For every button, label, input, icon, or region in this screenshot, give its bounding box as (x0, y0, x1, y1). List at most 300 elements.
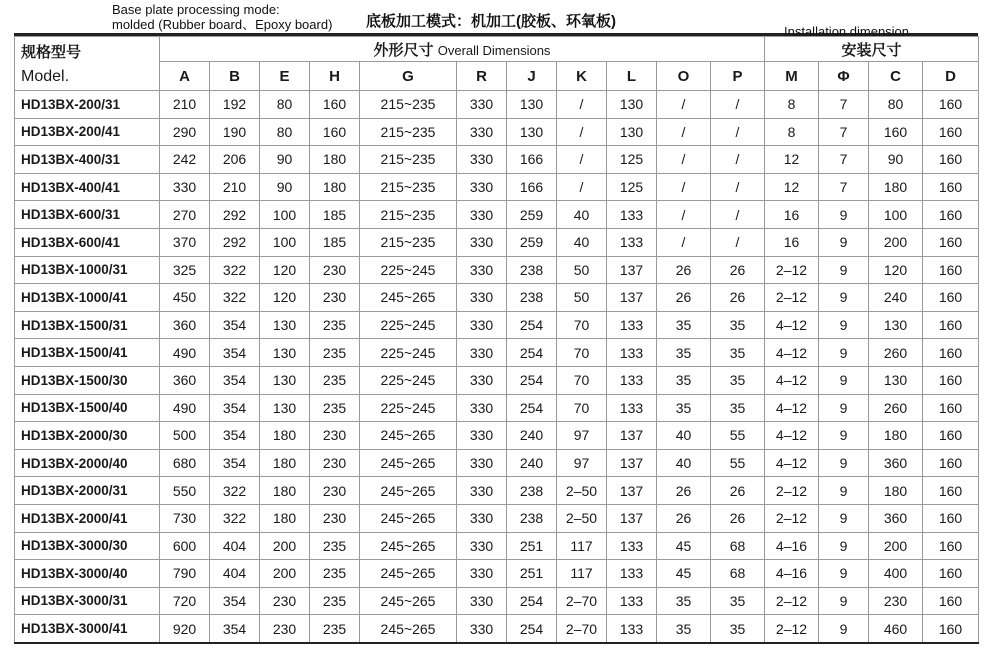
value-cell: 180 (869, 422, 923, 450)
table-row (15, 449, 979, 477)
value-cell: 160 (923, 449, 979, 477)
table-row (15, 118, 979, 146)
value-cell: 330 (457, 118, 507, 146)
value-cell: 210 (210, 173, 260, 201)
value-cell: 245~265 (360, 477, 457, 505)
value-cell: 160 (923, 615, 979, 643)
value-cell: 35 (711, 615, 765, 643)
table-row (15, 201, 979, 229)
value-cell: 26 (657, 284, 711, 312)
base-plate-caption-cn: 底板加工模式：机加工(胶板、环氧板) (366, 13, 616, 30)
value-cell: 100 (869, 201, 923, 229)
model-cell: HD13BX-400/41 (15, 173, 160, 201)
value-cell: 225~245 (360, 311, 457, 339)
value-cell: 160 (923, 477, 979, 505)
value-cell: 40 (657, 449, 711, 477)
value-cell: 90 (869, 146, 923, 174)
value-cell: 50 (557, 284, 607, 312)
value-cell: 7 (819, 173, 869, 201)
value-cell: 40 (657, 422, 711, 450)
value-cell: 97 (557, 422, 607, 450)
value-cell: 9 (819, 477, 869, 505)
value-cell: 7 (819, 118, 869, 146)
value-cell: 330 (457, 173, 507, 201)
value-cell: 130 (507, 118, 557, 146)
column-header: H (310, 62, 360, 91)
value-cell: 9 (819, 228, 869, 256)
value-cell: 130 (607, 118, 657, 146)
value-cell: 9 (819, 587, 869, 615)
value-cell: 230 (310, 477, 360, 505)
value-cell: 35 (657, 339, 711, 367)
spec-sheet (14, 2, 978, 644)
value-cell: 225~245 (360, 366, 457, 394)
value-cell: 130 (607, 91, 657, 119)
value-cell: 259 (507, 201, 557, 229)
value-cell: 354 (210, 394, 260, 422)
value-cell: 325 (160, 256, 210, 284)
value-cell: 200 (869, 228, 923, 256)
table-row (15, 504, 979, 532)
value-cell: 500 (160, 422, 210, 450)
value-cell: 8 (765, 118, 819, 146)
value-cell: 4–12 (765, 449, 819, 477)
value-cell: 215~235 (360, 228, 457, 256)
value-cell: 185 (310, 228, 360, 256)
table-row (15, 394, 979, 422)
value-cell: 137 (607, 477, 657, 505)
value-cell: / (557, 173, 607, 201)
value-cell: 322 (210, 256, 260, 284)
value-cell: 4–12 (765, 394, 819, 422)
value-cell: 45 (657, 560, 711, 588)
value-cell: 360 (160, 366, 210, 394)
overall-header-cn: 外形尺寸 (373, 41, 434, 59)
value-cell: 260 (869, 394, 923, 422)
value-cell: 230 (260, 587, 310, 615)
value-cell: 292 (210, 201, 260, 229)
model-cell: HD13BX-1500/40 (15, 394, 160, 422)
column-header: G (360, 62, 457, 91)
value-cell: 2–12 (765, 477, 819, 505)
value-cell: 330 (457, 615, 507, 643)
value-cell: 35 (711, 394, 765, 422)
value-cell: 130 (869, 311, 923, 339)
value-cell: 235 (310, 615, 360, 643)
value-cell: 137 (607, 449, 657, 477)
value-cell: 9 (819, 615, 869, 643)
value-cell: 130 (507, 91, 557, 119)
value-cell: 160 (923, 173, 979, 201)
value-cell: 235 (310, 532, 360, 560)
value-cell: 330 (457, 504, 507, 532)
model-header-cn: 规格型号 (21, 44, 82, 61)
value-cell: 133 (607, 366, 657, 394)
value-cell: 185 (310, 201, 360, 229)
value-cell: 133 (607, 339, 657, 367)
value-cell: 12 (765, 173, 819, 201)
value-cell: 210 (160, 91, 210, 119)
value-cell: 80 (260, 118, 310, 146)
table-body (15, 91, 979, 643)
value-cell: 400 (869, 560, 923, 588)
value-cell: 26 (711, 284, 765, 312)
value-cell: 160 (869, 118, 923, 146)
value-cell: 680 (160, 449, 210, 477)
value-cell: 330 (457, 201, 507, 229)
column-header: R (457, 62, 507, 91)
value-cell: 120 (869, 256, 923, 284)
value-cell: 192 (210, 91, 260, 119)
value-cell: 160 (923, 311, 979, 339)
value-cell: 230 (260, 615, 310, 643)
value-cell: 9 (819, 449, 869, 477)
value-cell: 251 (507, 532, 557, 560)
value-cell: 16 (765, 201, 819, 229)
value-cell: 404 (210, 532, 260, 560)
value-cell: 160 (923, 284, 979, 312)
value-cell: 360 (869, 449, 923, 477)
value-cell: 160 (310, 91, 360, 119)
value-cell: 7 (819, 91, 869, 119)
value-cell: 2–12 (765, 284, 819, 312)
value-cell: 137 (607, 504, 657, 532)
value-cell: 4–12 (765, 366, 819, 394)
value-cell: 133 (607, 201, 657, 229)
value-cell: 330 (457, 477, 507, 505)
model-cell: HD13BX-2000/30 (15, 422, 160, 450)
value-cell: 215~235 (360, 146, 457, 174)
value-cell: 290 (160, 118, 210, 146)
column-header: E (260, 62, 310, 91)
value-cell: 200 (869, 532, 923, 560)
base-plate-caption-en (112, 2, 332, 32)
value-cell: 80 (869, 91, 923, 119)
model-cell: HD13BX-3000/31 (15, 587, 160, 615)
value-cell: 9 (819, 366, 869, 394)
value-cell: 245~265 (360, 504, 457, 532)
value-cell: 245~265 (360, 284, 457, 312)
value-cell: 70 (557, 366, 607, 394)
value-cell: 235 (310, 587, 360, 615)
value-cell: 133 (607, 394, 657, 422)
value-cell: 160 (923, 366, 979, 394)
table-row (15, 146, 979, 174)
table-row (15, 173, 979, 201)
value-cell: 215~235 (360, 118, 457, 146)
model-cell: HD13BX-2000/40 (15, 449, 160, 477)
value-cell: 251 (507, 560, 557, 588)
value-cell: 16 (765, 228, 819, 256)
value-cell: 160 (923, 201, 979, 229)
value-cell: 90 (260, 173, 310, 201)
table-row (15, 228, 979, 256)
model-header-en: Model. (21, 68, 70, 85)
model-cell: HD13BX-1000/31 (15, 256, 160, 284)
value-cell: 125 (607, 146, 657, 174)
value-cell: 215~235 (360, 91, 457, 119)
value-cell: 245~265 (360, 587, 457, 615)
value-cell: 12 (765, 146, 819, 174)
value-cell: 2–12 (765, 504, 819, 532)
value-cell: 254 (507, 394, 557, 422)
value-cell: 160 (923, 394, 979, 422)
value-cell: 35 (657, 587, 711, 615)
value-cell: 254 (507, 587, 557, 615)
value-cell: 370 (160, 228, 210, 256)
value-cell: 9 (819, 284, 869, 312)
table-row (15, 311, 979, 339)
value-cell: / (657, 173, 711, 201)
value-cell: 550 (160, 477, 210, 505)
value-cell: 137 (607, 284, 657, 312)
table-row (15, 560, 979, 588)
value-cell: 330 (457, 228, 507, 256)
value-cell: 160 (923, 560, 979, 588)
value-cell: / (557, 118, 607, 146)
value-cell: 68 (711, 560, 765, 588)
value-cell: 206 (210, 146, 260, 174)
model-cell: HD13BX-600/31 (15, 201, 160, 229)
value-cell: 180 (260, 504, 310, 532)
value-cell: 180 (310, 146, 360, 174)
value-cell: 254 (507, 615, 557, 643)
value-cell: 4–16 (765, 532, 819, 560)
value-cell: 2–50 (557, 504, 607, 532)
value-cell: 330 (457, 256, 507, 284)
value-cell: 2–70 (557, 587, 607, 615)
value-cell: 137 (607, 256, 657, 284)
table-row (15, 422, 979, 450)
value-cell: 292 (210, 228, 260, 256)
value-cell: 160 (310, 118, 360, 146)
value-cell: 180 (260, 422, 310, 450)
column-header: C (869, 62, 923, 91)
value-cell: 26 (657, 256, 711, 284)
model-cell: HD13BX-200/41 (15, 118, 160, 146)
value-cell: 354 (210, 366, 260, 394)
model-cell: HD13BX-1500/41 (15, 339, 160, 367)
model-cell: HD13BX-2000/41 (15, 504, 160, 532)
value-cell: 120 (260, 256, 310, 284)
value-cell: 35 (711, 339, 765, 367)
value-cell: 160 (923, 339, 979, 367)
value-cell: 190 (210, 118, 260, 146)
value-cell: 80 (260, 91, 310, 119)
value-cell: 133 (607, 311, 657, 339)
table-row (15, 615, 979, 643)
column-header: L (607, 62, 657, 91)
value-cell: 235 (310, 366, 360, 394)
model-cell: HD13BX-400/31 (15, 146, 160, 174)
value-cell: 35 (711, 587, 765, 615)
model-cell: HD13BX-3000/30 (15, 532, 160, 560)
value-cell: 26 (657, 477, 711, 505)
value-cell: / (657, 201, 711, 229)
value-cell: 160 (923, 422, 979, 450)
table-row (15, 284, 979, 312)
value-cell: 9 (819, 339, 869, 367)
value-cell: 230 (310, 284, 360, 312)
value-cell: 254 (507, 311, 557, 339)
value-cell: 9 (819, 504, 869, 532)
value-cell: 180 (869, 477, 923, 505)
value-cell: 245~265 (360, 532, 457, 560)
value-cell: 160 (923, 146, 979, 174)
value-cell: 200 (260, 560, 310, 588)
table-row (15, 587, 979, 615)
value-cell: 235 (310, 339, 360, 367)
value-cell: 235 (310, 394, 360, 422)
value-cell: 133 (607, 587, 657, 615)
value-cell: 600 (160, 532, 210, 560)
model-cell: HD13BX-1500/30 (15, 366, 160, 394)
value-cell: 330 (457, 560, 507, 588)
value-cell: 235 (310, 311, 360, 339)
value-cell: / (711, 118, 765, 146)
value-cell: 130 (869, 366, 923, 394)
value-cell: 254 (507, 366, 557, 394)
installation-caption-en: Installation dimension (784, 24, 910, 39)
value-cell: 97 (557, 449, 607, 477)
value-cell: 240 (507, 449, 557, 477)
value-cell: 133 (607, 560, 657, 588)
column-header: O (657, 62, 711, 91)
value-cell: 225~245 (360, 394, 457, 422)
value-cell: 133 (607, 532, 657, 560)
value-cell: 225~245 (360, 256, 457, 284)
value-cell: 242 (160, 146, 210, 174)
value-cell: 4–16 (765, 560, 819, 588)
value-cell: 26 (711, 256, 765, 284)
dimension-table (14, 36, 979, 644)
table-row (15, 532, 979, 560)
value-cell: 360 (869, 504, 923, 532)
value-cell: 460 (869, 615, 923, 643)
value-cell: 68 (711, 532, 765, 560)
value-cell: 330 (457, 587, 507, 615)
value-cell: 245~265 (360, 615, 457, 643)
value-cell: 35 (657, 615, 711, 643)
value-cell: 330 (160, 173, 210, 201)
value-cell: 322 (210, 284, 260, 312)
value-cell: 55 (711, 422, 765, 450)
value-cell: 70 (557, 311, 607, 339)
value-cell: / (557, 91, 607, 119)
value-cell: 180 (310, 173, 360, 201)
value-cell: 322 (210, 504, 260, 532)
installation-dimensions-header: 安装尺寸 (765, 37, 979, 62)
column-header: K (557, 62, 607, 91)
model-cell: HD13BX-3000/40 (15, 560, 160, 588)
value-cell: 120 (260, 284, 310, 312)
column-header: B (210, 62, 260, 91)
value-cell: 125 (607, 173, 657, 201)
value-cell: 40 (557, 201, 607, 229)
value-cell: 920 (160, 615, 210, 643)
value-cell: 117 (557, 532, 607, 560)
value-cell: 322 (210, 477, 260, 505)
value-cell: 490 (160, 394, 210, 422)
column-header: M (765, 62, 819, 91)
value-cell: 180 (260, 449, 310, 477)
value-cell: 404 (210, 560, 260, 588)
value-cell: 160 (923, 228, 979, 256)
value-cell: 330 (457, 449, 507, 477)
value-cell: / (657, 146, 711, 174)
column-letters-row (15, 62, 979, 91)
value-cell: 225~245 (360, 339, 457, 367)
column-header: A (160, 62, 210, 91)
value-cell: 130 (260, 311, 310, 339)
value-cell: / (657, 228, 711, 256)
value-cell: 160 (923, 91, 979, 119)
value-cell: 45 (657, 532, 711, 560)
value-cell: / (711, 146, 765, 174)
value-cell: 230 (869, 587, 923, 615)
value-cell: 330 (457, 91, 507, 119)
value-cell: 180 (869, 173, 923, 201)
model-cell: HD13BX-200/31 (15, 91, 160, 119)
table-row (15, 256, 979, 284)
value-cell: 330 (457, 146, 507, 174)
model-cell: HD13BX-1000/41 (15, 284, 160, 312)
value-cell: 55 (711, 449, 765, 477)
value-cell: / (711, 173, 765, 201)
value-cell: 4–12 (765, 311, 819, 339)
value-cell: 2–70 (557, 615, 607, 643)
value-cell: 133 (607, 228, 657, 256)
table-row (15, 366, 979, 394)
value-cell: 354 (210, 449, 260, 477)
value-cell: 180 (260, 477, 310, 505)
value-cell: 133 (607, 615, 657, 643)
value-cell: 238 (507, 284, 557, 312)
value-cell: 330 (457, 532, 507, 560)
value-cell: 35 (657, 366, 711, 394)
value-cell: / (711, 201, 765, 229)
value-cell: 9 (819, 256, 869, 284)
value-cell: 35 (711, 311, 765, 339)
value-cell: 9 (819, 560, 869, 588)
value-cell: 330 (457, 311, 507, 339)
value-cell: 245~265 (360, 449, 457, 477)
value-cell: 117 (557, 560, 607, 588)
value-cell: / (557, 146, 607, 174)
value-cell: 730 (160, 504, 210, 532)
value-cell: 130 (260, 394, 310, 422)
value-cell: 160 (923, 118, 979, 146)
value-cell: 35 (657, 311, 711, 339)
value-cell: 215~235 (360, 173, 457, 201)
value-cell: 354 (210, 311, 260, 339)
value-cell: 26 (711, 477, 765, 505)
value-cell: 238 (507, 256, 557, 284)
value-cell: 166 (507, 146, 557, 174)
value-cell: 2–12 (765, 256, 819, 284)
value-cell: 240 (869, 284, 923, 312)
value-cell: 9 (819, 532, 869, 560)
base-plate-caption-line1: Base plate processing mode: (112, 2, 280, 17)
value-cell: 360 (160, 311, 210, 339)
model-cell: HD13BX-600/41 (15, 228, 160, 256)
value-cell: 259 (507, 228, 557, 256)
value-cell: 245~265 (360, 560, 457, 588)
value-cell: / (711, 91, 765, 119)
value-cell: 2–12 (765, 587, 819, 615)
value-cell: 50 (557, 256, 607, 284)
value-cell: 9 (819, 311, 869, 339)
